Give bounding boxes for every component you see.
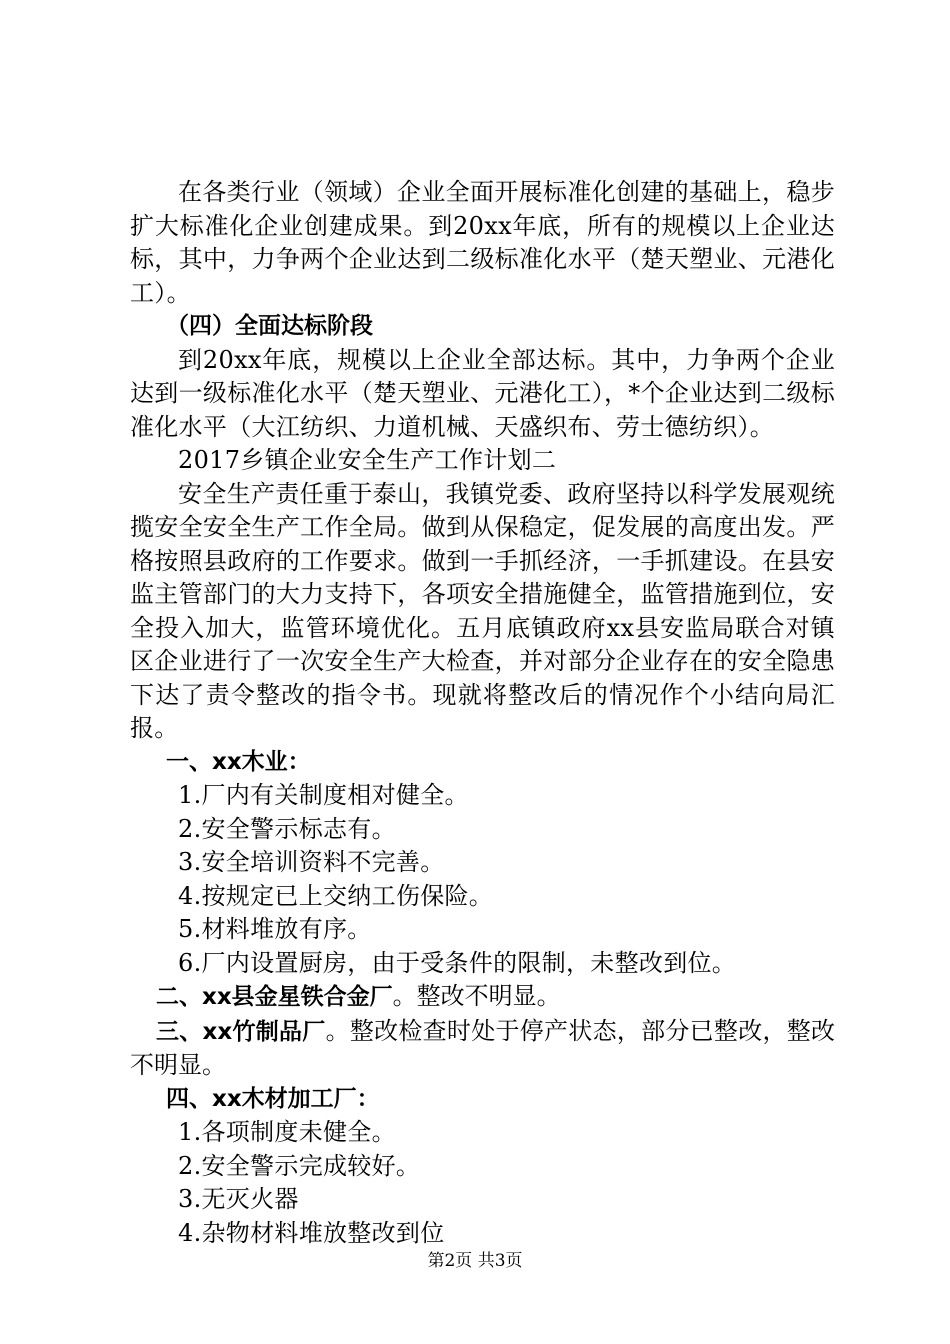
heading-section-2: 二、xx县金星铁合金厂 <box>156 984 393 1010</box>
list-item: 2.安全警示标志有。 <box>178 814 396 843</box>
heading-section-1: 一、xx木业： <box>166 748 311 775</box>
list-item: 2.安全警示完成较好。 <box>178 1151 421 1180</box>
list-item: 3.安全培训资料不完善。 <box>178 848 445 876</box>
document-body <box>130 176 835 1250</box>
paragraph-plan-title: 2017乡镇企业安全生产工作计划二 <box>178 446 557 474</box>
list-item: 3.无灭火器 <box>178 1185 299 1213</box>
paragraph-safety-intro: 安全生产责任重于泰山，我镇党委、政府坚持以科学发展观统揽安全安全生产工作全局。做到从保稳定，促发展的高度出发。严格按照县政府的工作要求。做到一手抓经济，一手抓建设。在县安监主管部门的大力支持下，各项安全措施健全，监管措施到位，安全投入加大，监管环境优化。五月底镇政府xx县安监局联合对镇区企业进行了一次安全生产大检查，并对部分企业存在的安全隐患下达了责令整改的指令书。现就将整改后的情况作个小结向局汇报。 <box>130 479 835 742</box>
heading-section-3: 三、xx竹制品厂 <box>156 1018 326 1045</box>
paragraph-standardization-expansion: 在各类行业（领域）企业全面开展标准化创建的基础上，稳步扩大标准化企业创建成果。到20xx年底，所有的规模以上企业达标，其中，力争两个企业达到二级标准化水平（楚天塑业、元港化工）。 <box>130 178 835 307</box>
list-item: 4.按规定已上交纳工伤保险。 <box>178 881 494 910</box>
section-3-line <box>130 1015 835 1083</box>
heading-full-compliance-stage: （四）全面达标阶段 <box>166 313 373 339</box>
list-item: 1.厂内有关制度相对健全。 <box>178 781 469 809</box>
list-item: 6.厂内设置厨房，由于受条件的限制，未整改到位。 <box>178 948 737 977</box>
page-footer: 第2页 共3页 <box>427 1251 523 1271</box>
section-3-text: 。整改检查时处于停产状态，部分已整改，整改不明显。 <box>130 1016 836 1079</box>
heading-section-4: 四、xx木材加工厂： <box>166 1085 380 1112</box>
paragraph-full-compliance: 到20xx年底，规模以上企业全部达标。其中，力争两个企业达到一级标准化水平（楚天塑业、元港化工），*个企业达到二级标准化水平（大江纺织、力道机械、天盛织布、劳士德纺织）。 <box>130 345 835 441</box>
section-2-line <box>130 980 835 1015</box>
list-item: 4.杂物材料堆放整改到位 <box>178 1218 445 1247</box>
list-item: 1.各项制度未健全。 <box>178 1118 396 1146</box>
list-item: 5.材料堆放有序。 <box>178 915 372 943</box>
section-2-text: 。整改不明显。 <box>392 982 561 1010</box>
